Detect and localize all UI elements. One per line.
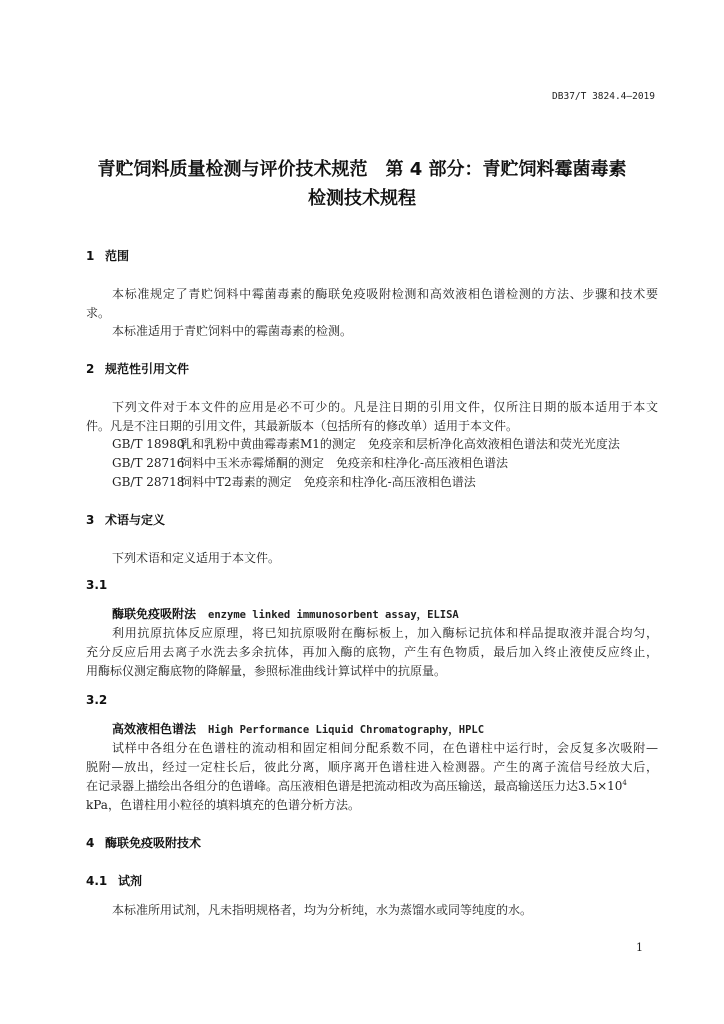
paragraph-line: 下列术语和定义适用于本文件。	[112, 551, 281, 565]
reference-code: GB/T 18980	[112, 437, 185, 451]
section-4-number: 4	[86, 836, 95, 850]
term-chinese: 高效液相色谱法	[112, 722, 197, 736]
reference-name: 乳和乳粉中黄曲霉毒素M1的测定 免疫亲和层析净化高效液相色谱法和荧光光度法	[180, 437, 620, 451]
document-number: DB37/T 3824.4—2019	[552, 91, 655, 102]
paragraph-line: 件。凡是不注日期的引用文件，其最新版本（包括所有的修改单）适用于本文件。	[86, 419, 519, 433]
definition-line: 脱附—放出，经过一定柱长后，彼此分离，顺序离开色谱柱进入检测器。产生的离子流信号经放大后，	[86, 760, 658, 774]
reference-code: GB/T 28716	[112, 456, 185, 470]
term-3-2-heading	[112, 720, 484, 740]
section-4-title: 酶联免疫吸附技术	[105, 836, 202, 850]
term-chinese: 酶联免疫吸附法	[112, 607, 197, 621]
subsection-4-1-title: 试剂	[118, 874, 143, 888]
paragraph-line: 求。	[86, 306, 111, 320]
reference-name: 饲料中玉米赤霉烯酮的测定 免疫亲和柱净化-高压液相色谱法	[180, 456, 509, 470]
section-3-number: 3	[86, 513, 95, 527]
page-number: 1	[636, 941, 643, 954]
definition-line: 试样中各组分在色谱柱的流动相和固定相间分配系数不同，在色谱柱中运行时，会反复多次吸附—	[112, 741, 658, 755]
section-2-title: 规范性引用文件	[105, 362, 190, 376]
paragraph-line: 本标准规定了青贮饲料中霉菌毒素的酶联免疫吸附检测和高效液相色谱检测的方法、步骤和技术要	[112, 287, 658, 301]
term-3-1-heading	[112, 605, 459, 625]
term-english: enzyme linked immunosorbent assay，ELISA	[208, 609, 459, 621]
reference-name: 饲料中T2毒素的测定 免疫亲和柱净化-高压液相色谱法	[180, 475, 476, 489]
paragraph-line: 本标准所用试剂，凡未指明规格者，均为分析纯，水为蒸馏水或同等纯度的水。	[112, 903, 533, 917]
term-3-2-number: 3.2	[86, 693, 108, 707]
term-english: High Performance Liquid Chromatography，HPLC	[208, 724, 485, 736]
definition-line: 充分反应后用去离子水洗去多余抗体，再加入酶的底物，产生有色物质，最后加入终止液使反应终止，	[86, 645, 658, 659]
paragraph-line: 下列文件对于本文件的应用是必不可少的。凡是注日期的引用文件，仅所注日期的版本适用于本文	[112, 400, 658, 414]
title-line-2: 检测技术规程	[308, 188, 416, 209]
definition-line: 利用抗原抗体反应原理，将已知抗原吸附在酶标板上，加入酶标记抗体和样品提取液并混合均匀，	[112, 626, 658, 640]
definition-line	[86, 777, 658, 796]
subsection-4-1-number: 4.1	[86, 874, 108, 888]
definition-line: 用酶标仪测定酶底物的降解量，参照标准曲线计算试样中的抗原量。	[86, 664, 447, 678]
title-line-1: 青贮饲料质量检测与评价技术规范 第 4 部分：青贮饲料霉菌毒素	[97, 159, 627, 180]
section-2-number: 2	[86, 362, 95, 376]
definition-text: 在记录器上描绘出各组分的色谱峰。高压液相色谱是把流动相改为高压输送，最高输送压力达3.5×10	[86, 779, 623, 793]
section-3-title: 术语与定义	[105, 513, 166, 527]
definition-line: kPa，色谱柱用小粒径的填料填充的色谱分析方法。	[86, 798, 360, 812]
paragraph-line: 本标准适用于青贮饲料中的霉菌毒素的检测。	[112, 324, 353, 338]
section-1-number: 1	[86, 249, 95, 263]
section-1-title: 范围	[105, 249, 130, 263]
superscript-exponent: 4	[622, 779, 627, 787]
reference-code: GB/T 28718	[112, 475, 185, 489]
term-3-1-number: 3.1	[86, 578, 108, 592]
